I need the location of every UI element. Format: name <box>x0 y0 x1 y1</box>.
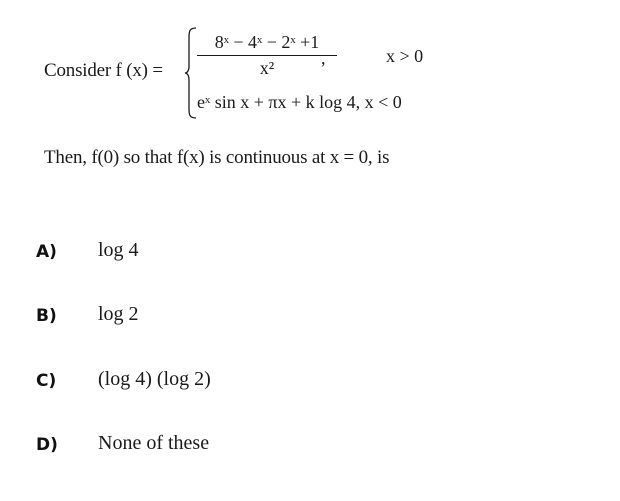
option-c-text: (log 4) (log 2) <box>98 368 211 390</box>
question-prefix: Consider f (x) = <box>44 60 163 81</box>
option-b-label: B) <box>36 306 57 326</box>
case1-comma: , <box>321 48 326 68</box>
left-brace <box>184 26 198 120</box>
option-a-label: A) <box>36 242 57 262</box>
option-b-text: log 2 <box>98 303 139 325</box>
option-c[interactable] <box>36 367 596 401</box>
option-a[interactable] <box>36 238 596 272</box>
fraction-numerator: 8ˣ − 4ˣ − 2ˣ +1 <box>197 32 337 56</box>
option-a-text: log 4 <box>98 239 139 261</box>
option-d-label: D) <box>36 435 58 455</box>
option-b[interactable] <box>36 302 596 336</box>
case2-expression: eˣ sin x + πx + k log 4, x < 0 <box>197 92 402 112</box>
option-d-text: None of these <box>98 432 210 454</box>
case1-condition: x > 0 <box>386 46 424 66</box>
option-d[interactable] <box>36 431 596 465</box>
piecewise-fraction <box>197 32 337 79</box>
option-c-label: C) <box>36 371 57 391</box>
fraction-denominator: x² <box>259 58 275 78</box>
question-stem: Then, f(0) so that f(x) is continuous at x = 0, is <box>44 147 390 168</box>
